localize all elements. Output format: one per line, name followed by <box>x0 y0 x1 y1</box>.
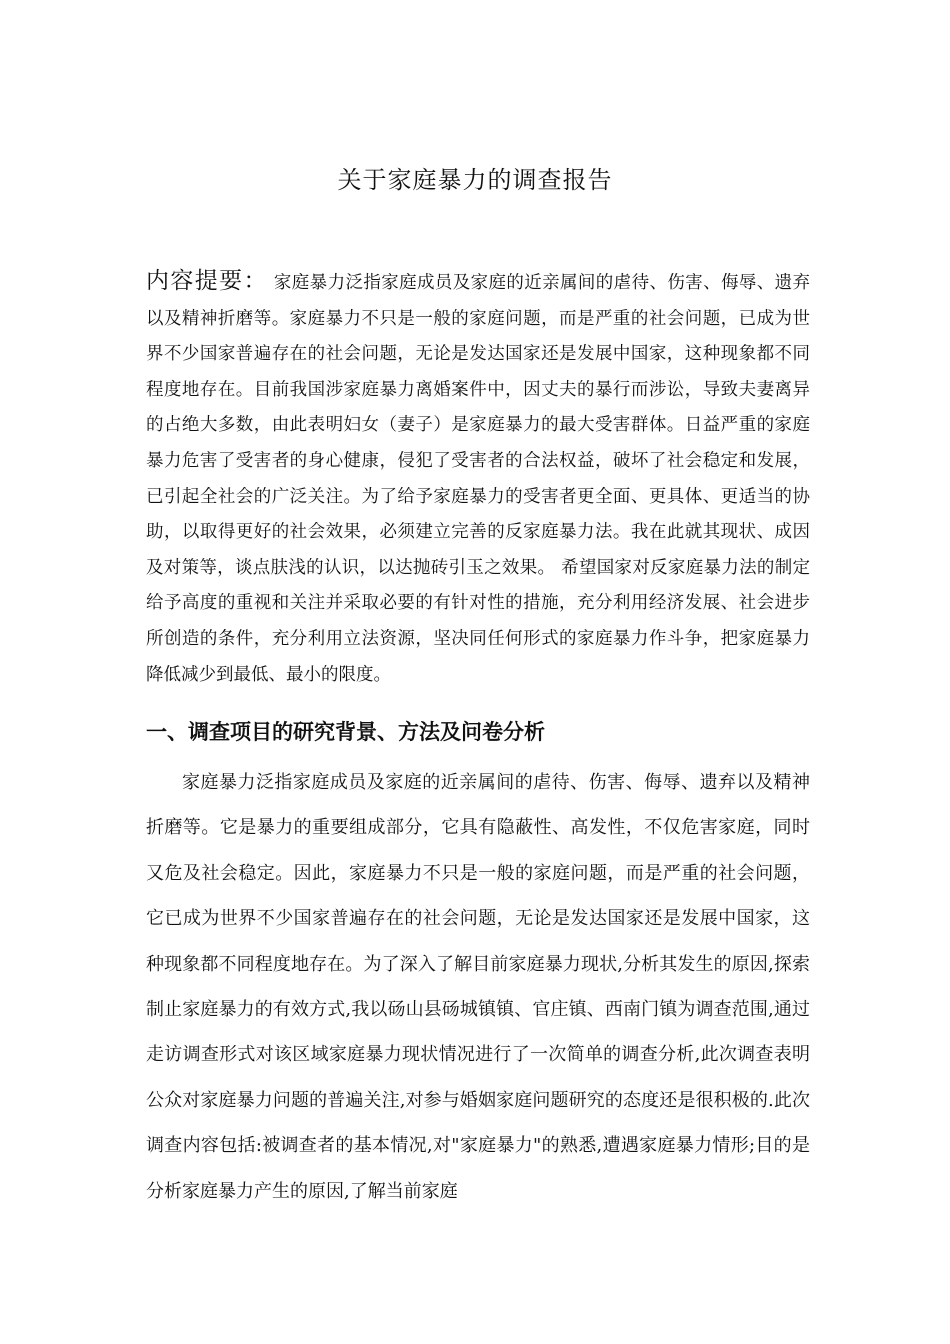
body-paragraph: 家庭暴力泛指家庭成员及家庭的近亲属间的虐待、伤害、侮辱、遗弃以及精神折磨等。它是暴力的重要组成部分，它具有隐蔽性、高发性，不仅危害家庭，同时又危及社会稳定。因此，家庭暴力不只是一般的家庭问题，而是严重的社会问题，它已成为世界不少国家普遍存在的社会问题，无论是发达国家还是发展中国家，这种现象都不同程度地存在。为了深入了解目前家庭暴力现状,分析其发生的原因,探索制止家庭暴力的有效方式,我以砀山县砀城镇镇、官庄镇、西南门镇为调查范围,通过走访调查形式对该区域家庭暴力现状情况进行了一次简单的调查分析,此次调查表明公众对家庭暴力问题的普遍关注,对参与婚姻家庭问题研究的态度还是很积极的.此次调查内容包括:被调查者的基本情况,对"家庭暴力"的熟悉,遭遇家庭暴力情形;目的是分析家庭暴力产生的原因,了解当前家庭 <box>146 772 810 1202</box>
abstract-text: 家庭暴力泛指家庭成员及家庭的近亲属间的虐待、伤害、侮辱、遗弃以及精神折磨等。家庭暴力不只是一般的家庭问题，而是严重的社会问题，已成为世界不少国家普遍存在的社会问题，无论是发达国家还是发展中国家，这种现象都不同程度地存在。目前我国涉家庭暴力离婚案件中，因丈夫的暴行而涉讼，导致夫妻离异的占绝大多数，由此表明妇女（妻子）是家庭暴力的最大受害群体。日益严重的家庭暴力危害了受害者的身心健康，侵犯了受害者的合法权益，破坏了社会稳定和发展，已引起全社会的广泛关注。为了给予家庭暴力的受害者更全面、更具体、更适当的协助，以取得更好的社会效果，必须建立完善的反家庭暴力法。我在此就其现状、成因及对策等，谈点肤浅的认识，以达抛砖引玉之效果。 希望国家对反家庭暴力法的制定给予高度的重视和关注并采取必要的有针对性的措施，充分利用经济发展、社会进步所创造的条件，充分利用立法资源，坚决同任何形式的家庭暴力作斗争，把家庭暴力降低减少到最低、最小的限度。 <box>146 273 811 685</box>
abstract-paragraph <box>146 264 810 693</box>
section-heading: 一、调查项目的研究背景、方法及问卷分析 <box>146 720 545 744</box>
abstract-label: 内容提要： <box>146 268 268 294</box>
document-title: 关于家庭暴力的调查报告 <box>337 166 613 194</box>
